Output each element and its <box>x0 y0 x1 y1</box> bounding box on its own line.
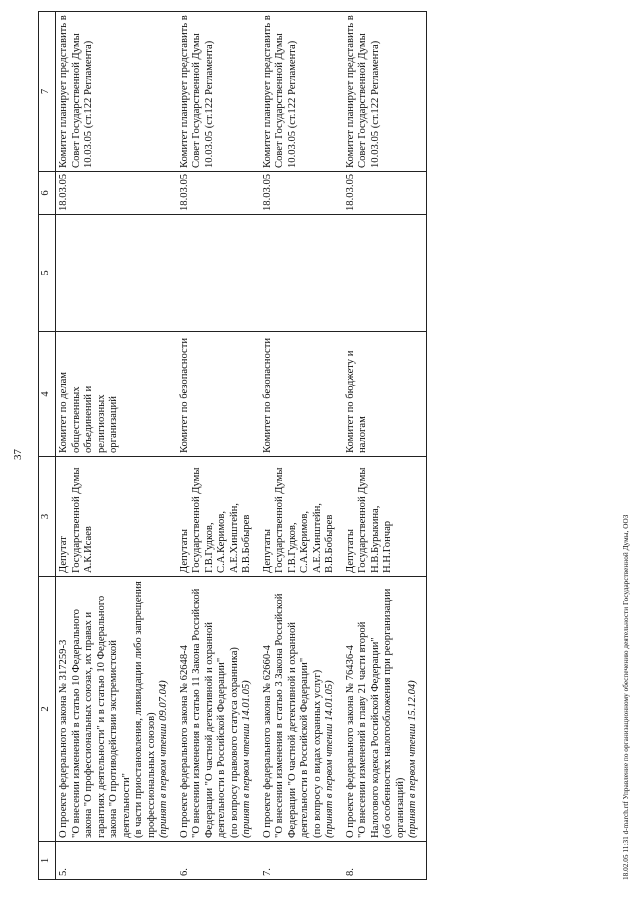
column-header: 6 <box>39 172 56 215</box>
row-number: 6. <box>177 842 260 880</box>
column-header: 7 <box>39 12 56 172</box>
bill-cell <box>343 577 427 842</box>
row-number: 7. <box>260 842 343 880</box>
date-cell: 18.03.05 <box>177 172 260 215</box>
column-5-cell <box>56 215 177 332</box>
column-5-cell <box>260 215 343 332</box>
reading-note: (принят в первом чтении 15.12.04) <box>407 680 418 838</box>
bill-subject: (об особенностях налогообложения при реорганизации организаций) <box>382 588 406 838</box>
committee-cell: Комитет по безопасности <box>260 332 343 457</box>
row-number: 8. <box>343 842 427 880</box>
bill-cell <box>177 577 260 842</box>
bill-subject: (по вопросу о видах охранных услуг) <box>311 669 323 838</box>
bill-title: О проекте федерального закона № 317259-3 <box>58 639 69 838</box>
bill-subject: (в части приостановления, ликвидации либо запрещения профессиональных союзов) <box>133 581 157 838</box>
column-header: 3 <box>39 457 56 577</box>
bill-cell <box>56 577 177 842</box>
authors-cell: Депутаты Государственной Думы Г.В.Гудков, С.А.Керимов, А.Е.Хинштейн, В.В.Бобырев <box>260 457 343 577</box>
column-header: 2 <box>39 577 56 842</box>
reading-note: (принят в первом чтении 14.01.05) <box>324 680 335 838</box>
table-row <box>343 12 427 880</box>
authors-cell: Депутаты Государственной Думы Г.В.Гудков, С.А.Керимов, А.Е.Хинштейн, В.В.Бобырев <box>177 457 260 577</box>
plan-cell: Комитет планирует представить в Совет Государственной Думы 10.03.05 (ст.122 Регламента) <box>343 12 427 172</box>
committee-cell: Комитет по делам общественных объединений и религиозных организаций <box>56 332 177 457</box>
row-number: 5. <box>56 842 177 880</box>
bill-description: "О внесении изменения в статью 3 Закона Российской Федерации "О частной детективной и охранной деятельности в Российской Федерации" <box>274 593 310 838</box>
plan-cell: Комитет планирует представить в Совет Государственной Думы 10.03.05 (ст.122 Регламента) <box>260 12 343 172</box>
authors-cell: Депутаты Государственной Думы Н.В.Бурыкина, Н.Н.Гончар <box>343 457 427 577</box>
bill-description: "О внесении изменений в главу 21 части второй Налогового кодекса Российской Федерации" <box>357 621 381 838</box>
committee-cell: Комитет по бюджету и налогам <box>343 332 427 457</box>
plan-cell: Комитет планирует представить в Совет Государственной Думы 10.03.05 (ст.122 Регламента) <box>177 12 260 172</box>
authors-cell: Депутат Государственной Думы А.К.Исаев <box>56 457 177 577</box>
bill-description: "О внесении изменения в статью 11 Закона Российской Федерации "О частной детективной и охранной деятельности в Российской Федерации" <box>191 588 227 838</box>
date-cell: 18.03.05 <box>56 172 177 215</box>
reading-note: (принят в первом чтении 09.07.04) <box>158 680 169 838</box>
bill-title: О проекте федерального закона № 76436-4 <box>344 645 356 838</box>
date-cell: 18.03.05 <box>343 172 427 215</box>
column-header: 1 <box>39 842 56 880</box>
reading-note: (принят в первом чтении 14.01.05) <box>241 680 252 838</box>
bill-cell <box>260 577 343 842</box>
bill-subject: (по вопросу правового статуса охранника) <box>228 647 240 838</box>
column-5-cell <box>177 215 260 332</box>
bills-table <box>38 11 427 880</box>
table-row <box>56 12 177 880</box>
document-footer: 18.02.05 11:31 d-march.rtf Управление по организационному обеспечению деятельности Государственной Думы, ООЗ <box>622 514 630 880</box>
bill-title: О проекте федерального закона № 62648-4 <box>178 645 190 838</box>
page-number: 37 <box>12 449 24 460</box>
committee-cell: Комитет по безопасности <box>177 332 260 457</box>
table-row <box>260 12 343 880</box>
table-row <box>177 12 260 880</box>
bill-description: "О внесении изменений в статью 10 Федерального закона "О профессиональных союзах, их правах и гарантиях деятельности" и в статью 10 Федерального закона "О противодействии экстремистской деятельности" <box>70 595 132 838</box>
plan-cell: Комитет планирует представить в Совет Государственной Думы 10.03.05 (ст.122 Регламента) <box>56 12 177 172</box>
column-header: 4 <box>39 332 56 457</box>
column-header: 5 <box>39 215 56 332</box>
bill-title: О проекте федерального закона № 62660-4 <box>261 645 273 838</box>
header-row <box>39 12 56 880</box>
column-5-cell <box>343 215 427 332</box>
date-cell: 18.03.05 <box>260 172 343 215</box>
